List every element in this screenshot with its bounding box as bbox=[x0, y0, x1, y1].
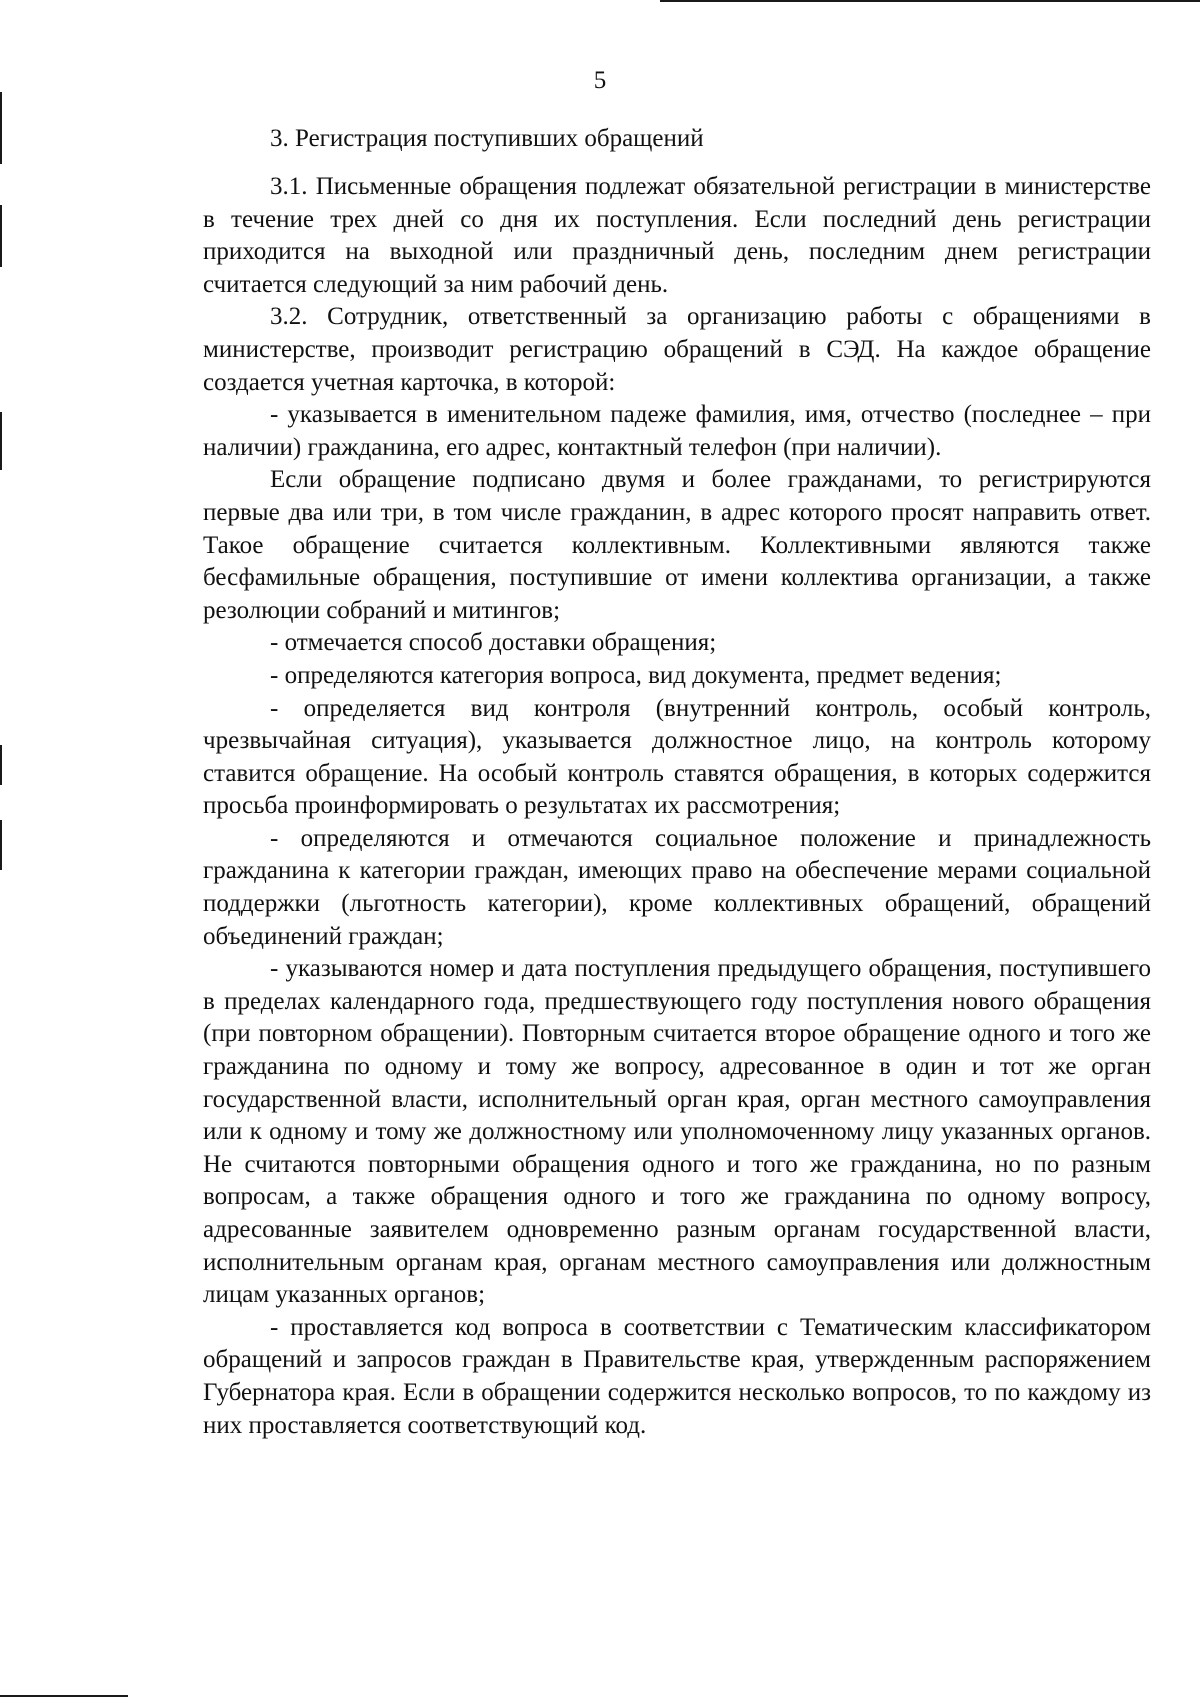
list-item-previous-appeal: - указываются номер и дата поступления предыдущего обращения, поступившего в пределах календарного года, предшествующего году поступления нового обращения (при повторном обращении). Повторным считается второе обращение одного и того же гражданина по одному и тому же вопросу, адресованное в один и тот же орган государственной власти, исполнительный орган края, орган местного самоуправления или к одному и тому же должностному или уполномоченному лицу указанных органов. Не считаются повторными обращения одного и того же гражданина, но по разным вопросам, а также обращения одного и того же гражданина по одному вопросу, адресованные заявителем одновременно разным органам государственной власти, исполнительным органам края, органам местного самоуправления или должностным лицам указанных органов; bbox=[203, 955, 1151, 1309]
document-body bbox=[203, 171, 1151, 1442]
page-number: 5 bbox=[593, 67, 607, 94]
scan-edge-bottom-line bbox=[0, 1695, 128, 1697]
list-item-full-name: - указывается в именительном падеже фамилия, имя, отчество (последнее – при наличии) гражданина, его адрес, контактный телефон (при наличии). bbox=[203, 401, 1151, 461]
scan-edge-left-mark bbox=[0, 92, 2, 164]
list-item-social-status: - определяются и отмечаются социальное положение и принадлежность гражданина к категории граждан, имеющих право на обеспечение мерами социальной поддержки (льготность категории), кроме коллективных обращений, обращений объединений граждан; bbox=[203, 824, 1151, 950]
paragraph-3-1: 3.1. Письменные обращения подлежат обязательной регистрации в министерстве в течение трех дней со дня их поступления. Если последний день регистрации приходится на выходной или праздничный день, последним днем регистрации считается следующий за ним рабочий день. bbox=[203, 173, 1151, 298]
paragraph-collective-appeal: Если обращение подписано двумя и более гражданами, то регистрируются первые два или три, в том числе гражданин, в адрес которого просят направить ответ. Такое обращение считается коллективным. Коллективными являются также бесфамильные обращения, поступившие от имени коллектива организации, а также резолюции собраний и митингов; bbox=[203, 466, 1151, 624]
list-item-question-code: - проставляется код вопроса в соответствии с Тематическим классификатором обращений и запросов граждан в Правительстве края, утвержденным распоряжением Губернатора края. Если в обращении содержится несколько вопросов, то по каждому из них проставляется соответствующий код. bbox=[203, 1313, 1151, 1439]
scan-edge-left-mark bbox=[0, 820, 2, 870]
list-item-control-type: - определяется вид контроля (внутренний контроль, особый контроль, чрезвычайная ситуация), указывается должностное лицо, на контроль которому ставится обращение. На особый контроль ставятся обращения, в которых содержится просьба проинформировать о результатах их рассмотрения; bbox=[203, 694, 1151, 820]
scan-edge-left-mark bbox=[0, 205, 2, 267]
list-item-question-category: - определяются категория вопроса, вид документа, предмет ведения; bbox=[270, 661, 1002, 689]
scan-edge-left-mark bbox=[0, 745, 2, 785]
scan-edge-top-line bbox=[660, 0, 1200, 2]
paragraph-3-2: 3.2. Сотрудник, ответственный за организацию работы с обращениями в министерстве, производит регистрацию обращений в СЭД. На каждое обращение создается учетная карточка, в которой: bbox=[203, 303, 1151, 396]
section-title: 3. Регистрация поступивших обращений bbox=[270, 125, 704, 152]
scan-edge-left-mark bbox=[0, 412, 2, 470]
list-item-delivery-method: - отмечается способ доставки обращения; bbox=[270, 629, 717, 657]
